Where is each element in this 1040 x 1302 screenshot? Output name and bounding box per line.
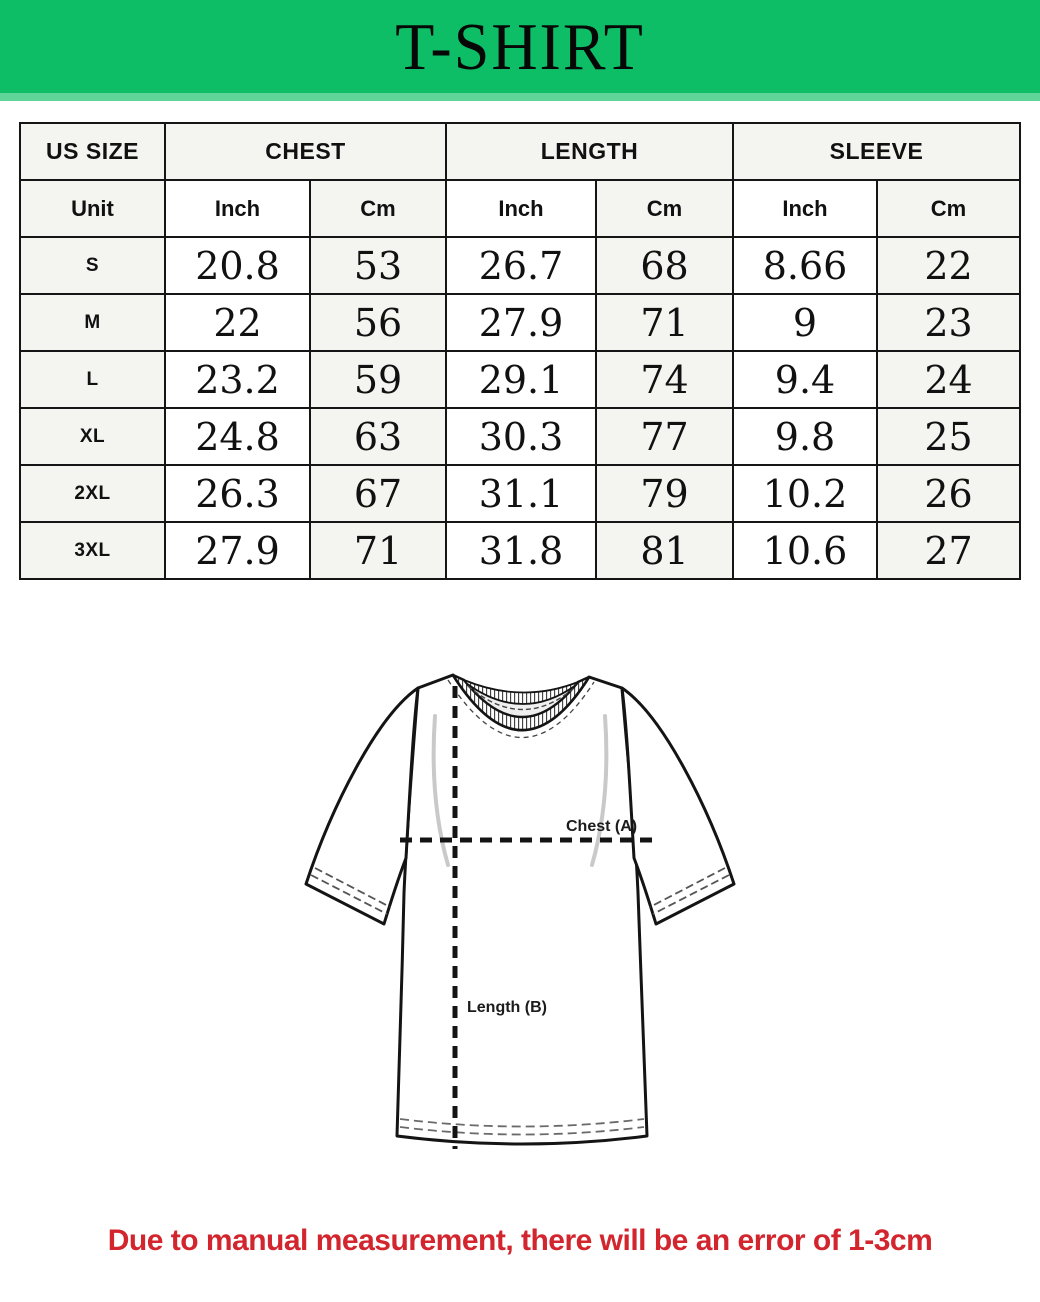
- sleeve-cm-cell: 27: [877, 522, 1020, 579]
- sleeve-cm-cell: 25: [877, 408, 1020, 465]
- chest-inch-cell: 26.3: [165, 465, 310, 522]
- unit-label-cell: Unit: [20, 180, 165, 237]
- chest-inch-cell: 27.9: [165, 522, 310, 579]
- sleeve-inch-cell: 10.6: [733, 522, 877, 579]
- length-inch-cell: 27.9: [446, 294, 596, 351]
- sleeve-inch-cell: 9: [733, 294, 877, 351]
- header-sleeve: SLEEVE: [733, 123, 1020, 180]
- size-row-s: [20, 237, 1020, 294]
- length-inch-cell: 30.3: [446, 408, 596, 465]
- size-row-xl: [20, 408, 1020, 465]
- header-length: LENGTH: [446, 123, 733, 180]
- size-row-m: [20, 294, 1020, 351]
- length-cm-cell: 81: [596, 522, 733, 579]
- size-label: M: [20, 294, 165, 351]
- size-label: XL: [20, 408, 165, 465]
- chest-cm-cell: 71: [310, 522, 446, 579]
- tshirt-left-sleeve: [306, 688, 418, 924]
- sleeve-inch-cell: 9.8: [733, 408, 877, 465]
- sleeve-inch-cell: 10.2: [733, 465, 877, 522]
- sleeve-cm-cell: 26: [877, 465, 1020, 522]
- measurement-note: Due to manual measurement, there will be an error of 1-3cm: [107, 1224, 933, 1257]
- banner-bottom-strip: [0, 93, 1040, 101]
- chest-cm-header: Cm: [310, 180, 446, 237]
- chest-inch-cell: 20.8: [165, 237, 310, 294]
- length-cm-header: Cm: [596, 180, 733, 237]
- chest-label: Chest (A): [566, 818, 638, 835]
- page-title: T-SHIRT: [395, 9, 645, 83]
- sleeve-inch-header: Inch: [733, 180, 877, 237]
- length-cm-cell: 74: [596, 351, 733, 408]
- size-label: L: [20, 351, 165, 408]
- tshirt-diagram: [285, 658, 755, 1168]
- title-banner: [0, 0, 1040, 93]
- header-chest: CHEST: [165, 123, 446, 180]
- chest-inch-header: Inch: [165, 180, 310, 237]
- length-label: Length (B): [467, 999, 547, 1016]
- size-row-l: [20, 351, 1020, 408]
- length-inch-cell: 26.7: [446, 237, 596, 294]
- size-label: 3XL: [20, 522, 165, 579]
- size-chart-table: [19, 122, 1021, 580]
- header-us-size: US SIZE: [20, 123, 165, 180]
- chest-cm-cell: 63: [310, 408, 446, 465]
- sleeve-inch-cell: 9.4: [733, 351, 877, 408]
- chest-cm-cell: 59: [310, 351, 446, 408]
- length-inch-cell: 31.1: [446, 465, 596, 522]
- length-cm-cell: 79: [596, 465, 733, 522]
- chest-cm-cell: 56: [310, 294, 446, 351]
- chest-inch-cell: 22: [165, 294, 310, 351]
- sleeve-cm-header: Cm: [877, 180, 1020, 237]
- length-inch-header: Inch: [446, 180, 596, 237]
- size-row-2xl: [20, 465, 1020, 522]
- length-cm-cell: 71: [596, 294, 733, 351]
- sleeve-cm-cell: 22: [877, 237, 1020, 294]
- chest-inch-cell: 24.8: [165, 408, 310, 465]
- chest-inch-cell: 23.2: [165, 351, 310, 408]
- size-row-3xl: [20, 522, 1020, 579]
- length-inch-cell: 31.8: [446, 522, 596, 579]
- chest-cm-cell: 67: [310, 465, 446, 522]
- length-cm-cell: 68: [596, 237, 733, 294]
- group-header-row: [20, 123, 1020, 180]
- chest-cm-cell: 53: [310, 237, 446, 294]
- size-label: 2XL: [20, 465, 165, 522]
- sleeve-cm-cell: 23: [877, 294, 1020, 351]
- sleeve-cm-cell: 24: [877, 351, 1020, 408]
- length-inch-cell: 29.1: [446, 351, 596, 408]
- length-cm-cell: 77: [596, 408, 733, 465]
- unit-row: [20, 180, 1020, 237]
- tshirt-diagram-container: [0, 658, 1040, 1168]
- size-label: S: [20, 237, 165, 294]
- sleeve-inch-cell: 8.66: [733, 237, 877, 294]
